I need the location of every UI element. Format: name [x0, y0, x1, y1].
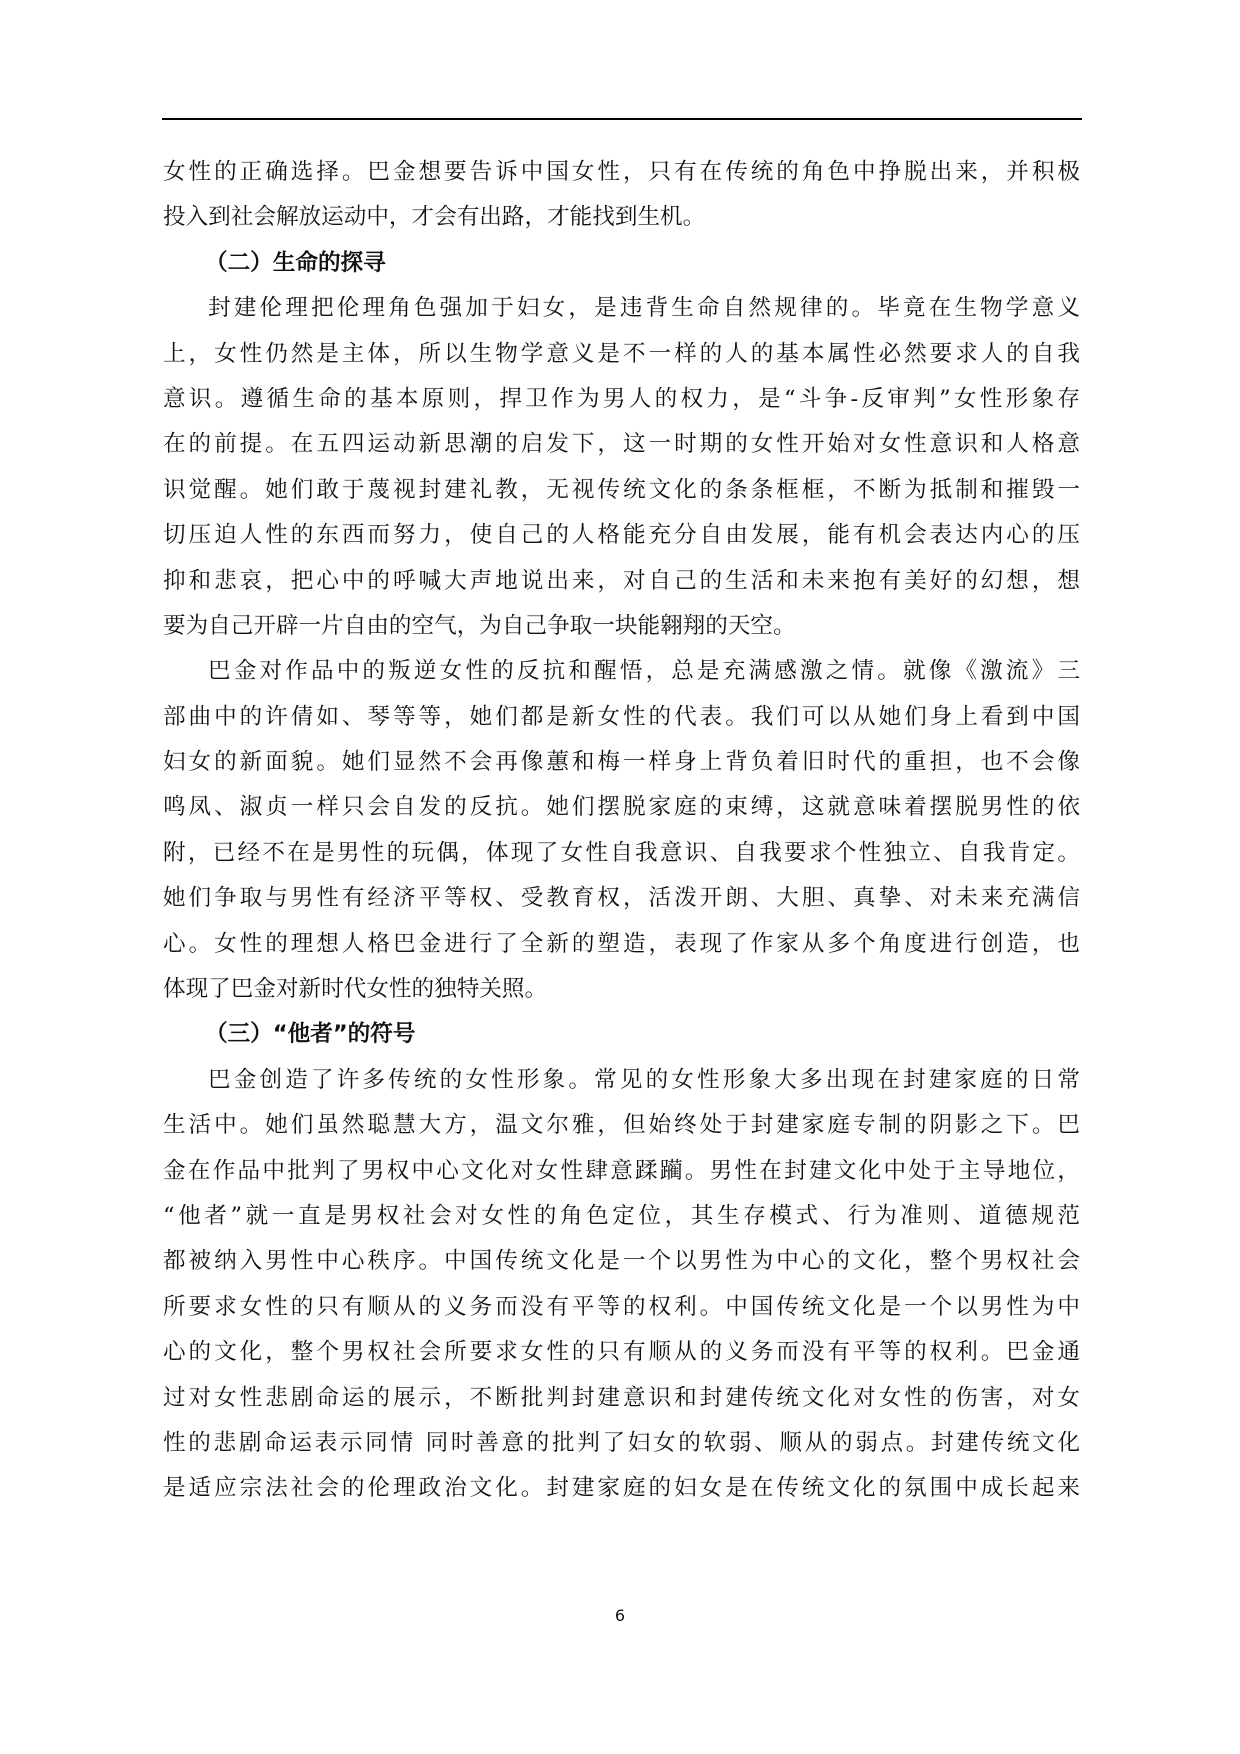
text-line: 她们争取与男性有经济平等权、受教育权，活泼开朗、大胆、真挚、对未来充满信 — [163, 885, 1080, 912]
text-line: 体现了巴金对新时代女性的独特关照。 — [163, 976, 548, 1003]
text-line: 女性的正确选择。巴金想要告诉中国女性，只有在传统的角色中挣脱出来，并积极 — [163, 159, 1080, 185]
paragraph — [163, 649, 1080, 1012]
text-line: 在的前提。在五四运动新思潮的启发下，这一时期的女性开始对女性意识和人格意 — [163, 431, 1080, 458]
text-line: 过对女性悲剧命运的展示，不断批判封建意识和封建传统文化对女性的伤害，对女 — [163, 1384, 1080, 1411]
text-line: 巴金创造了许多传统的女性形象。常见的女性形象大多出现在封建家庭的日常 — [208, 1066, 1080, 1093]
paragraph — [163, 1058, 1080, 1512]
text-line: 上，女性仍然是主体，所以生物学意义是不一样的人的基本属性必然要求人的自我 — [163, 340, 1080, 367]
page-number: 6 — [614, 1606, 626, 1625]
text-line: 鸣凤、淑贞一样只会自发的反抗。她们摆脱家庭的束缚，这就意味着摆脱男性的依 — [163, 794, 1080, 821]
text-line: 金在作品中批判了男权中心文化对女性肆意蹂躏。男性在封建文化中处于主导地位， — [163, 1157, 1080, 1184]
paragraph — [163, 286, 1080, 649]
text-line: 都被纳入男性中心秩序。中国传统文化是一个以男性为中心的文化，整个男权社会 — [163, 1248, 1080, 1275]
text-line: 要为自己开辟一片自由的空气，为自己争取一块能翱翔的天空。 — [163, 612, 796, 639]
text-line: 心的文化，整个男权社会所要求女性的只有顺从的义务而没有平等的权利。巴金通 — [163, 1339, 1080, 1366]
text-line: 投入到社会解放运动中，才会有出路，才能找到生机。 — [163, 204, 706, 231]
text-line: 生活中。她们虽然聪慧大方，温文尔雅，但始终处于封建家庭专制的阴影之下。巴 — [163, 1112, 1080, 1139]
text-line: 巴金对作品中的叛逆女性的反抗和醒悟，总是充满感激之情。就像《激流》三 — [208, 658, 1080, 685]
section-heading-life-exploration: （二）生命的探寻 — [205, 249, 386, 276]
text-line: 识觉醒。她们敢于蔑视封建礼教，无视传统文化的条条框框，不断为抵制和摧毁一 — [163, 476, 1080, 503]
text-line: 所要求女性的只有顺从的义务而没有平等的权利。中国传统文化是一个以男性为中 — [163, 1293, 1080, 1320]
text-line: 附，已经不在是男性的玩偶，体现了女性自我意识、自我要求个性独立、自我肯定。 — [163, 839, 1080, 866]
text-line: 是适应宗法社会的伦理政治文化。封建家庭的妇女是在传统文化的氛围中成长起来 — [163, 1475, 1080, 1502]
text-line: 意识。遵循生命的基本原则，捍卫作为男人的权力，是“斗争-反审判”女性形象存 — [163, 385, 1080, 412]
paragraph-continuation — [163, 150, 1080, 241]
text-line: 封建伦理把伦理角色强加于妇女，是违背生命自然规律的。毕竟在生物学意义 — [208, 295, 1080, 322]
section-heading-other-symbol: （三）“他者”的符号 — [205, 1021, 416, 1048]
text-line: 性的悲剧命运表示同情 同时善意的批判了妇女的软弱、顺从的弱点。封建传统文化 — [163, 1429, 1080, 1456]
text-line: “他者”就一直是男权社会对女性的角色定位，其生存模式、行为准则、道德规范 — [163, 1202, 1080, 1229]
text-line: 抑和悲哀，把心中的呼喊大声地说出来，对自己的生活和未来抱有美好的幻想，想 — [163, 567, 1080, 594]
page-body — [163, 150, 1080, 1512]
header-rule — [162, 118, 1082, 120]
text-line: 心。女性的理想人格巴金进行了全新的塑造，表现了作家从多个角度进行创造，也 — [163, 930, 1080, 957]
text-line: 切压迫人性的东西而努力，使自己的人格能充分自由发展，能有机会表达内心的压 — [163, 522, 1080, 549]
text-line: 妇女的新面貌。她们显然不会再像蕙和梅一样身上背负着旧时代的重担，也不会像 — [163, 749, 1080, 776]
text-line: 部曲中的许倩如、琴等等，她们都是新女性的代表。我们可以从她们身上看到中国 — [163, 703, 1080, 730]
